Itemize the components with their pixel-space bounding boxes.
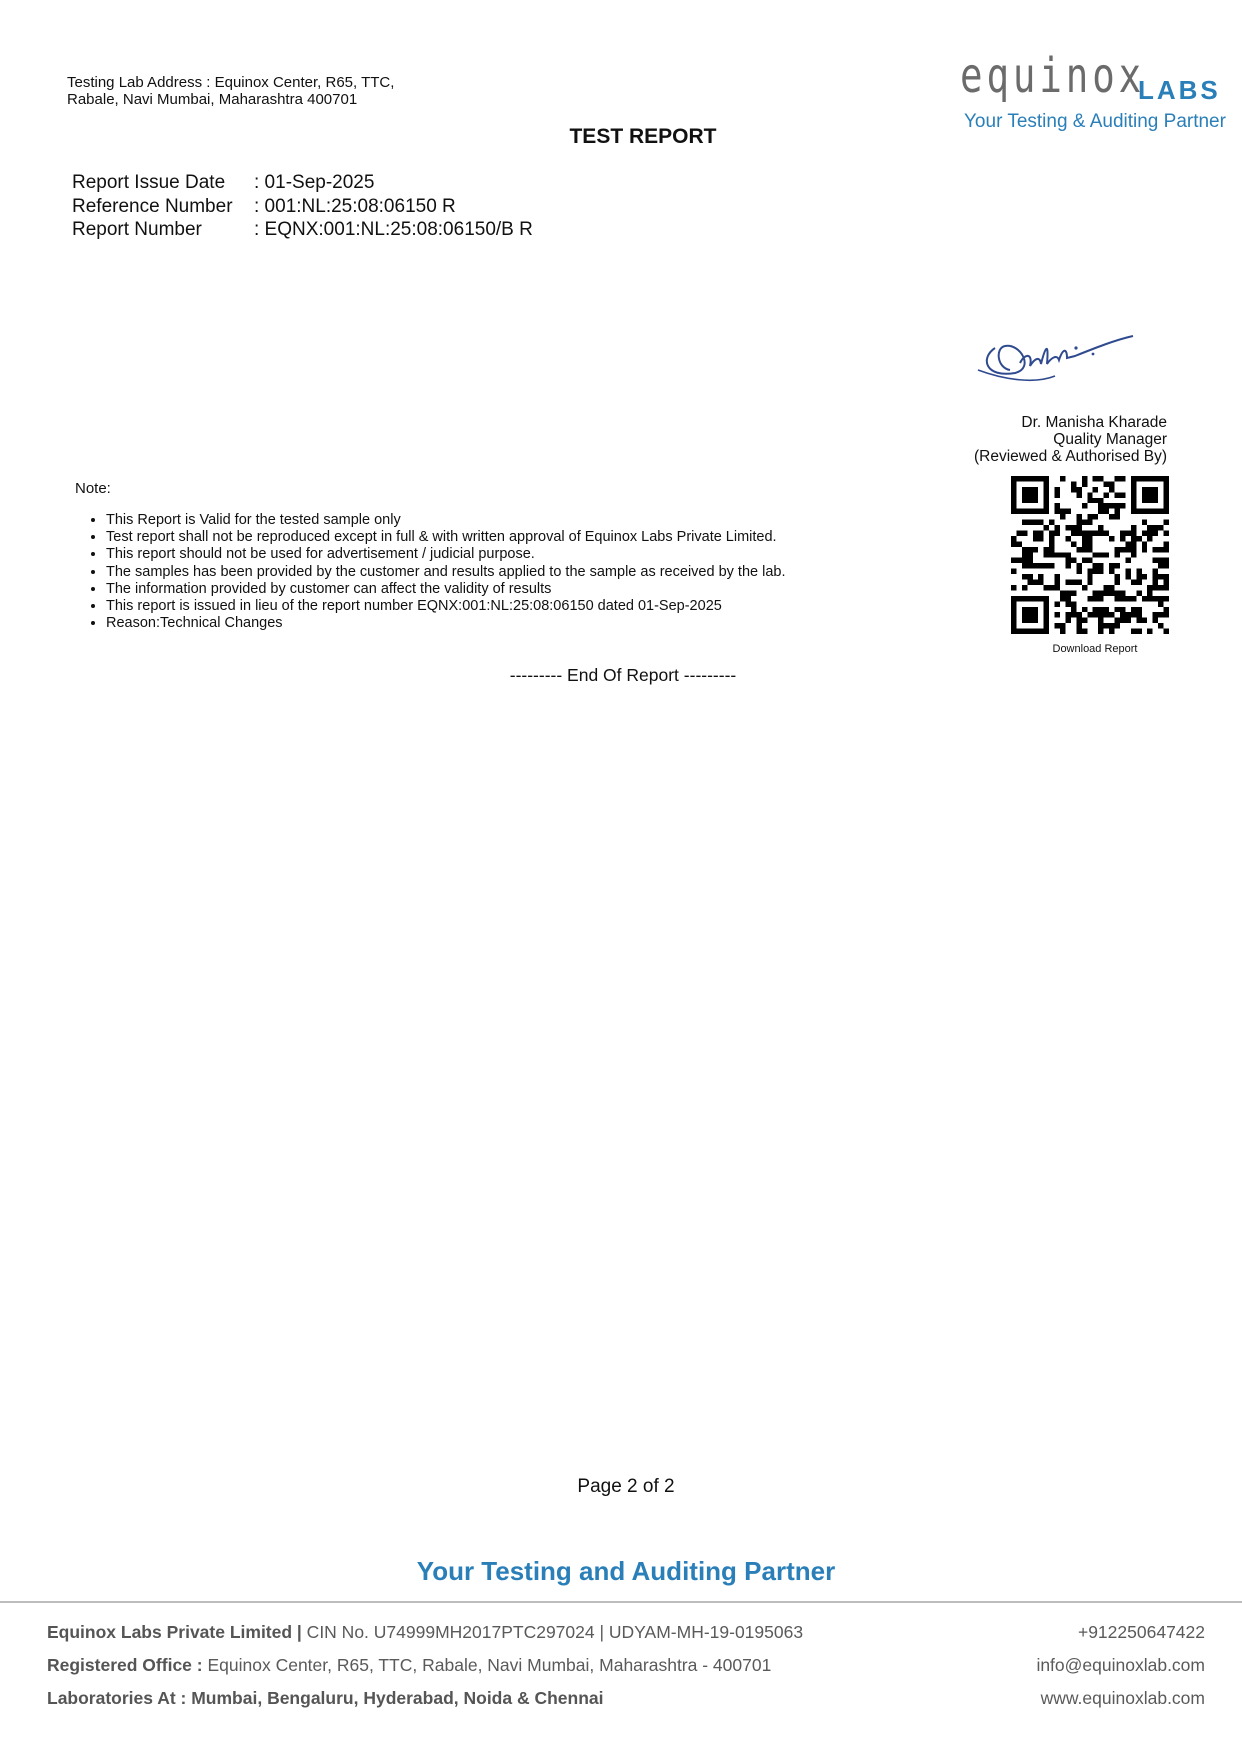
lab-address: Testing Lab Address : Equinox Center, R65, TTC, Rabale, Navi Mumbai, Maharashtra 400701 [67, 74, 395, 108]
end-of-report: --------- End Of Report --------- [509, 665, 737, 685]
footer-office-address: Equinox Center, R65, TTC, Rabale, Navi Mumbai, Maharashtra - 400701 [202, 1655, 772, 1675]
footer-divider [0, 1601, 1242, 1603]
logo-tagline: Your Testing & Auditing Partner [964, 111, 1226, 132]
meta-row-issue-date [72, 172, 374, 194]
footer-tagline: Your Testing and Auditing Partner [416, 1556, 836, 1586]
list-item: • Reason:Technical Changes [106, 615, 906, 632]
logo-labs: LABS [1138, 75, 1221, 105]
footer-phone[interactable]: +912250647422 [1077, 1622, 1205, 1642]
footer-office-line [47, 1655, 771, 1676]
meta-key: Report Number [72, 219, 202, 240]
list-item: • The samples has been provided by the customer and results applied to the sample as received by the lab. [106, 564, 906, 581]
signatory-name: Dr. Manisha Kharade [1021, 414, 1167, 431]
footer-email[interactable]: info@equinoxlab.com [1036, 1655, 1205, 1675]
download-report-caption: Download Report [1052, 643, 1138, 655]
footer-labs-text: Laboratories At : Mumbai, Bengaluru, Hyderabad, Noida & Chennai [47, 1688, 604, 1708]
meta-key: Report Issue Date [72, 172, 226, 193]
logo-wordmark: equinox [960, 48, 1146, 104]
list-item: • This report is issued in lieu of the report number EQNX:001:NL:25:08:06150 dated 01-Sep-2025 [106, 598, 906, 615]
meta-value: : 001:NL:25:08:06150 R [254, 196, 456, 217]
list-item: • The information provided by customer can affect the validity of results [106, 581, 906, 598]
meta-row-report-number [72, 219, 533, 241]
footer-company-name: Equinox Labs Private Limited | [47, 1622, 302, 1642]
list-item: • This report should not be used for advertisement / judicial purpose. [106, 546, 906, 563]
footer-company-line [47, 1622, 803, 1643]
page-number: Page 2 of 2 [577, 1476, 675, 1497]
report-title: TEST REPORT [569, 125, 717, 148]
notes-list [84, 512, 906, 632]
footer-cin: CIN No. U74999MH2017PTC297024 | UDYAM-MH-19-0195063 [301, 1622, 804, 1642]
meta-value: : 01-Sep-2025 [254, 172, 375, 193]
footer-laboratories [47, 1688, 604, 1709]
list-item: • This Report is Valid for the tested sample only [106, 512, 906, 529]
footer-website[interactable]: www.equinoxlab.com [1040, 1688, 1205, 1708]
footer-office-label: Registered Office : [47, 1655, 203, 1675]
list-item: • Test report shall not be reproduced except in full & with written approval of Equinox Labs Private Limited. [106, 529, 906, 546]
meta-key: Reference Number [72, 196, 233, 217]
meta-value: : EQNX:001:NL:25:08:06150/B R [254, 219, 533, 240]
signature-image [975, 318, 1135, 390]
signatory-note: (Reviewed & Authorised By) [974, 448, 1167, 465]
qr-code[interactable] [1011, 476, 1169, 634]
note-label: Note: [75, 480, 111, 497]
signatory-role: Quality Manager [1053, 431, 1167, 448]
meta-row-reference-number [72, 196, 456, 218]
